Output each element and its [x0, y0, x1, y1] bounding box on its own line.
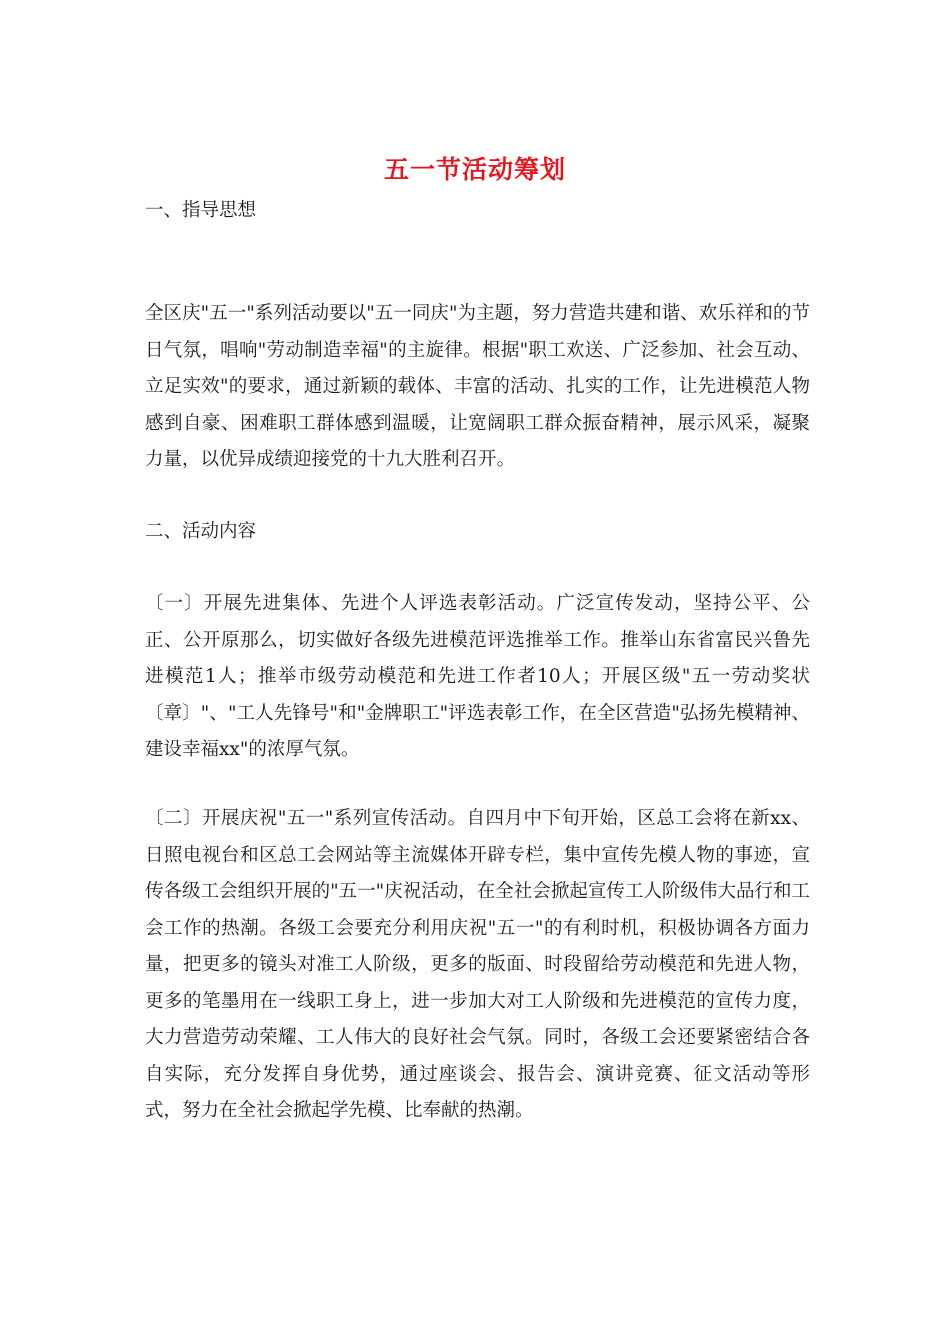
paragraph-guiding-ideology: 全区庆"五一"系列活动要以"五一同庆"为主题，努力营造共建和谐、欢乐祥和的节日气氛，唱响"劳动制造幸福"的主旋律。根据"职工欢送、广泛参加、社会互动、立足实效"的要求，通过新颖的载体、丰富的活动、扎实的工作，让先进模范人物感到自豪、困难职工群体感到温暖，让宽阔职工群众振奋精神，展示风采，凝聚力量，以优异成绩迎接党的十九大胜利召开。: [145, 303, 810, 470]
section-heading-guiding-ideology: 一、指导思想: [145, 200, 257, 221]
paragraph-activity-item-2: 〔二〕开展庆祝"五一"系列宣传活动。自四月中下旬开始，区总工会将在新xx、日照电视台和区总工会网站等主流媒体开辟专栏，集中宣传先模人物的事迹，宣传各级工会组织开展的"五一"庆祝活动，在全社会掀起宣传工人阶级伟大品行和工会工作的热潮。各级工会要充分利用庆祝"五一"的有利时机，积极协调各方面力量，把更多的镜头对准工人阶级，更多的版面、时段留给劳动模范和先进人物，更多的笔墨用在一线职工身上，进一步加大对工人阶级和先进模范的宣传力度，大力营造劳动荣耀、工人伟大的良好社会气氛。同时，各级工会还要紧密结合各自实际，充分发挥自身优势，通过座谈会、报告会、演讲竞赛、征文活动等形式，努力在全社会掀起学先模、比奉献的热潮。: [145, 808, 810, 1121]
section-heading-activity-content: 二、活动内容: [145, 521, 257, 542]
document-title: 五一节活动筹划: [383, 155, 566, 184]
paragraph-activity-item-1: 〔一〕开展先进集体、先进个人评选表彰活动。广泛宣传发动，坚持公平、公正、公开原那么，切实做好各级先进模范评选推举工作。推举山东省富民兴鲁先进模范1人；推举市级劳动模范和先进工作者10人；开展区级"五一劳动奖状〔章〕"、"工人先锋号"和"金牌职工"评选表彰工作，在全区营造"弘扬先模精神、建设幸福xx"的浓厚气氛。: [145, 593, 810, 760]
